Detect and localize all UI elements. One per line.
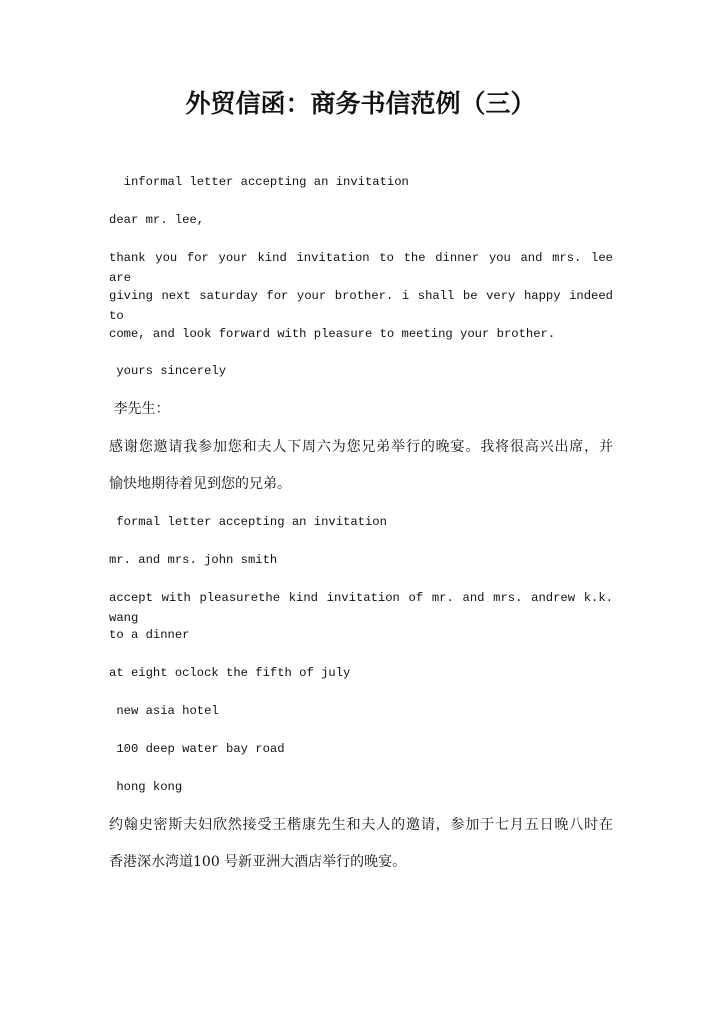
event-time: at eight oclock the fifth of july (109, 666, 351, 680)
body-line: thank you for your kind invitation to the dinner you and mrs. lee are (109, 251, 613, 285)
body-line: giving next saturday for your brother. i shall be very happy indeed to (109, 289, 613, 323)
chinese-body-line: 感谢您邀请我参加您和夫人下周六为您兄弟举行的晚宴。我将很高兴出席，并 (109, 439, 613, 455)
chinese-body-line: 香港深水湾道100 号新亚洲大酒店举行的晚宴。 (109, 854, 407, 870)
heading-formal-letter: formal letter accepting an invitation (109, 515, 387, 529)
chinese-salutation: 李先生： (109, 401, 170, 417)
closing: yours sincerely (109, 364, 227, 378)
venue-name: new asia hotel (109, 704, 219, 718)
venue-address: 100 deep water bay road (109, 742, 285, 756)
venue-city: hong kong (109, 780, 183, 794)
document-title: 外贸信函：商务书信范例（三） (185, 89, 536, 118)
body-line: come, and look forward with pleasure to meeting your brother. (109, 327, 556, 341)
body-line: accept with pleasurethe kind invitation of mr. and mrs. andrew k.k. wang (109, 591, 613, 625)
chinese-body-line: 约翰史密斯夫妇欣然接受王楷康先生和夫人的邀请，参加于七月五日晚八时在 (109, 817, 613, 833)
body-line: to a dinner (109, 628, 190, 642)
salutation: dear mr. lee, (109, 213, 205, 227)
sender-names: mr. and mrs. john smith (109, 553, 278, 567)
chinese-body-line: 愉快地期待着见到您的兄弟。 (109, 476, 291, 492)
heading-informal-letter: informal letter accepting an invitation (109, 175, 409, 189)
